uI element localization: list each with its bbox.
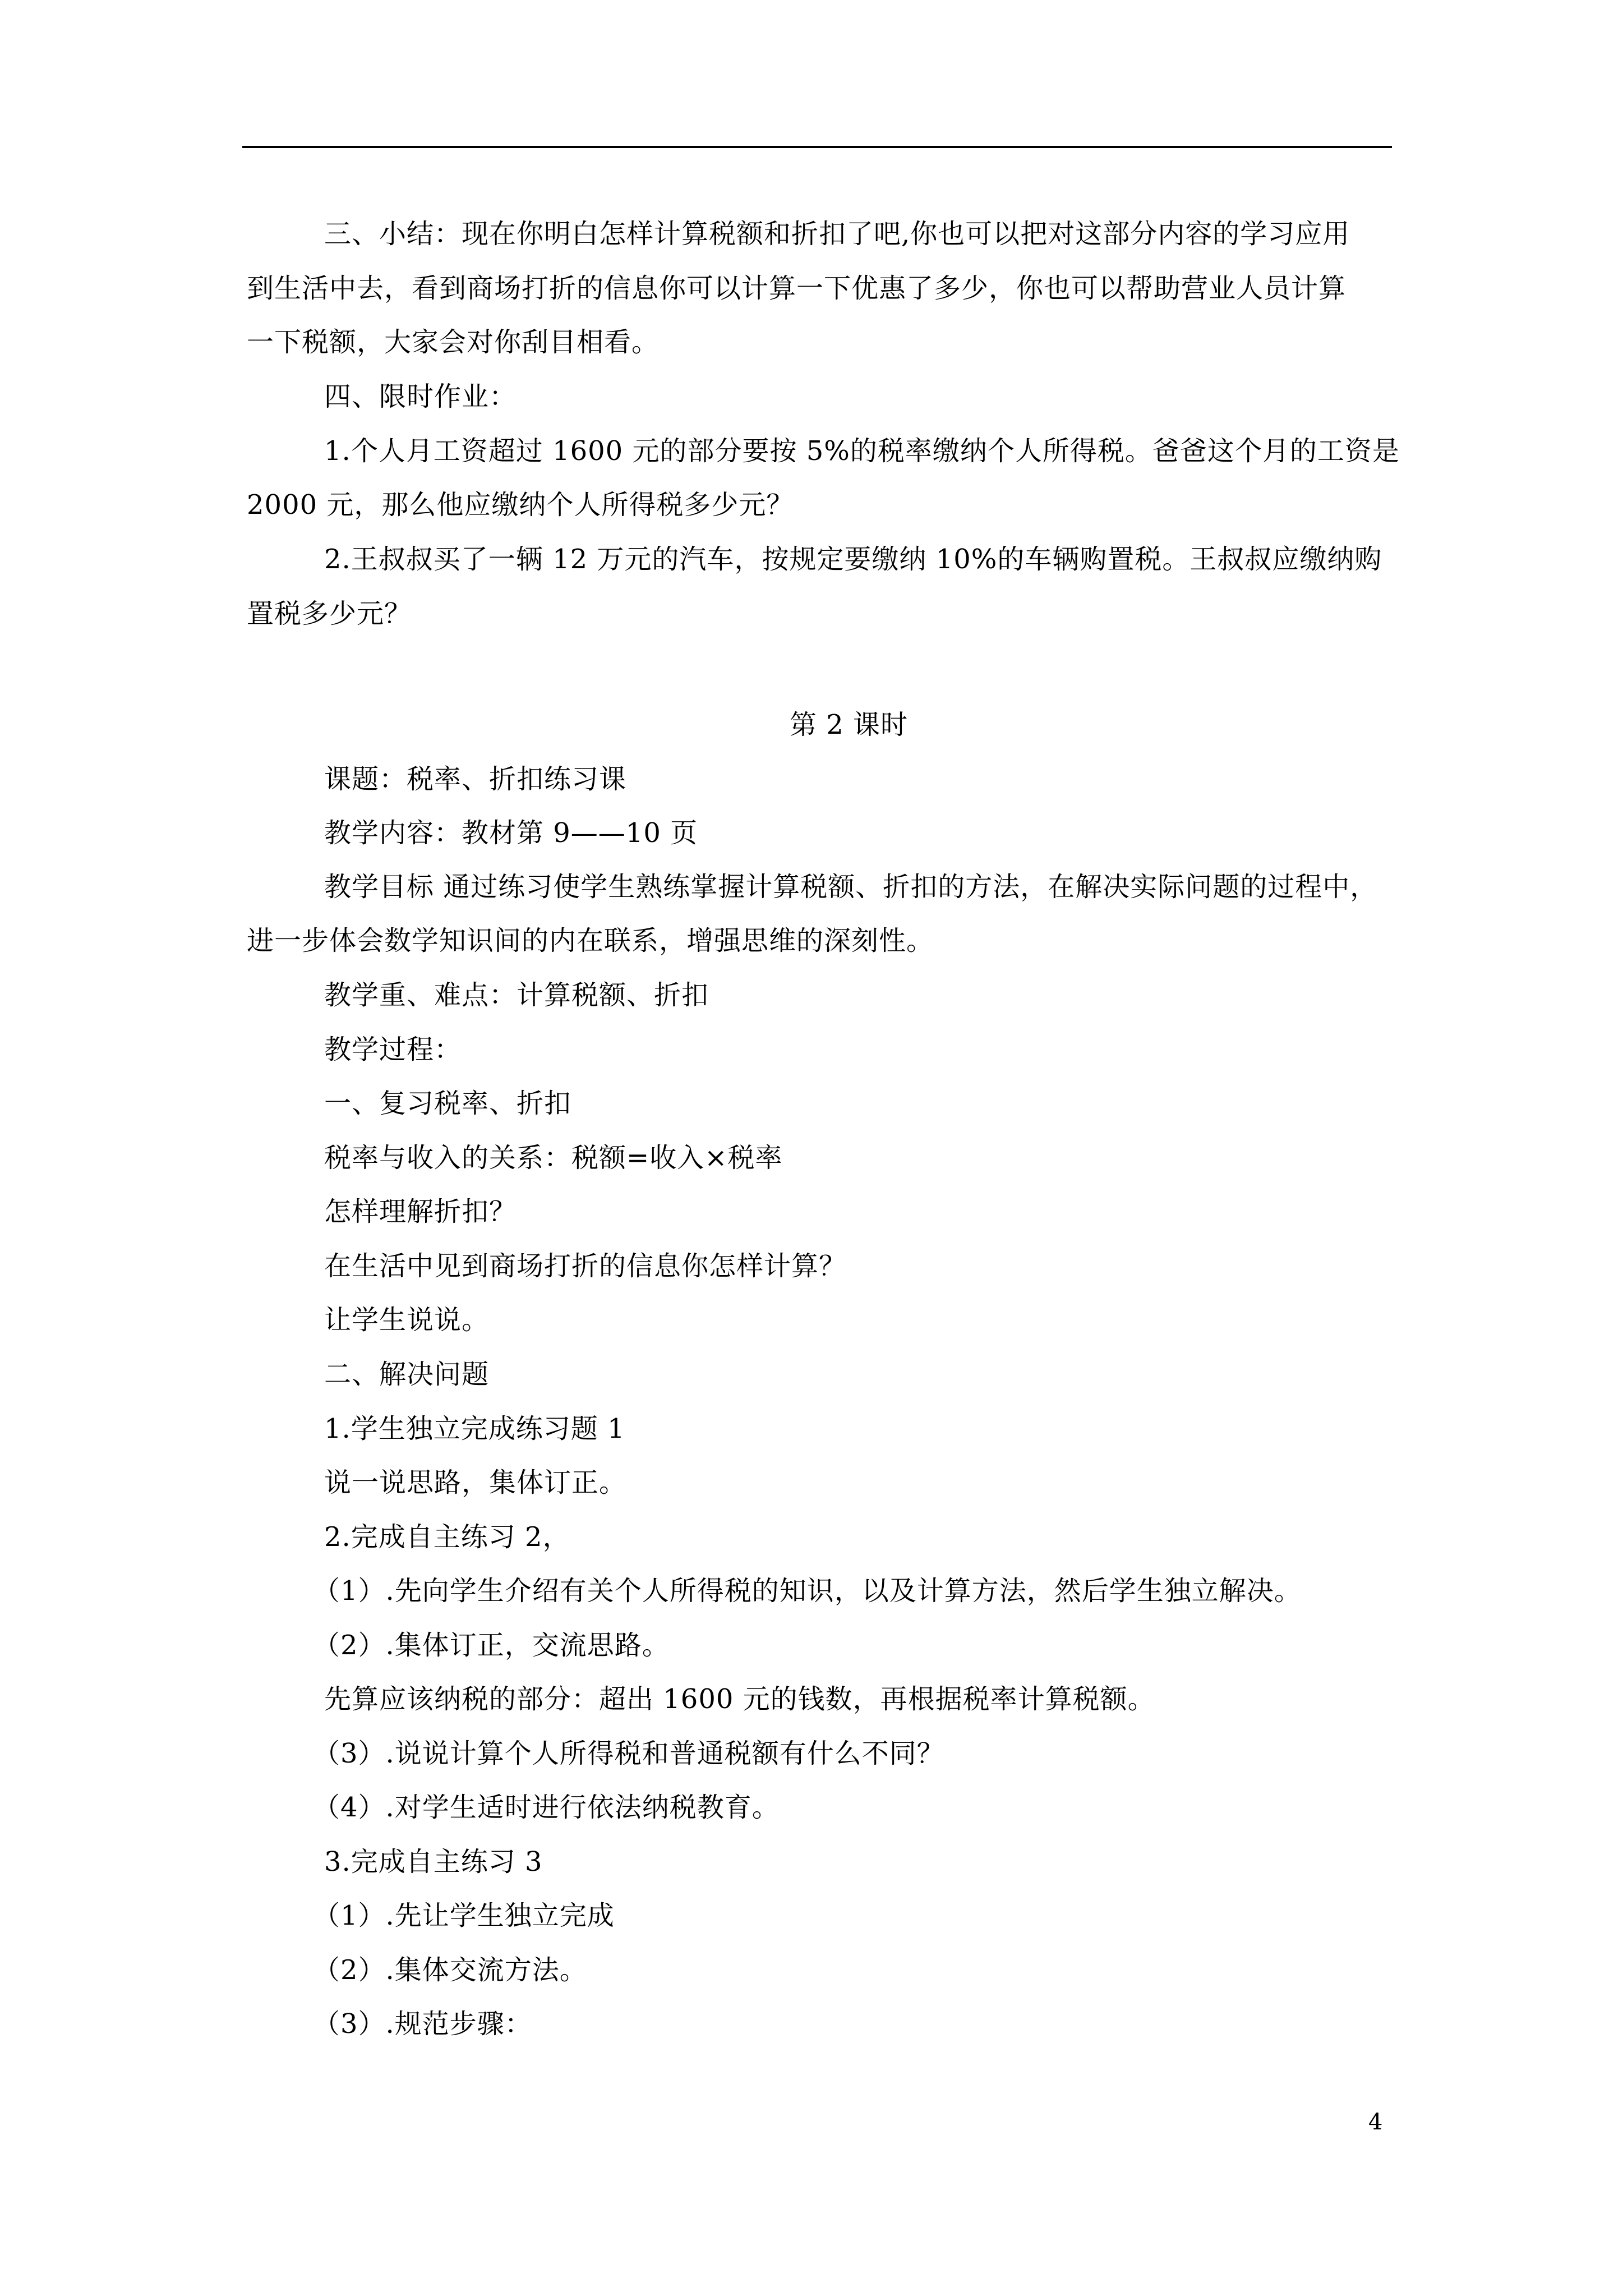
review-question-3: 让学生说说。 [324,1304,490,1336]
lesson-topic: 课题：税率、折扣练习课 [324,763,627,795]
exercise-2-step-3: （3）.说说计算个人所得税和普通税额有什么不同？ [313,1738,944,1769]
exercise-3-step-1: （1）.先让学生独立完成 [313,1900,615,1931]
review-question-1: 怎样理解折扣？ [324,1196,517,1227]
page-number: 4 [1368,2109,1383,2135]
exercise-2-step-1: （1）.先向学生介绍有关个人所得税的知识，以及计算方法，然后学生独立解决。 [313,1575,1302,1607]
lesson-key-points: 教学重、难点：计算税额、折扣 [324,979,709,1011]
homework-q1-line-1: 1.个人月工资超过 1600 元的部分要按 5%的税率缴纳个人所得税。爸爸这个月的工资是 [324,435,1400,467]
exercise-2-step-2: （2）.集体订正，交流思路。 [313,1630,670,1661]
review-formula: 税率与收入的关系：税额=收入×税率 [324,1142,783,1174]
header-rule [242,146,1392,148]
lesson-title: 第 2 课时 [790,709,909,740]
homework-heading: 四、限时作业： [324,381,517,412]
lesson-process: 教学过程： [324,1034,462,1065]
homework-q2-line-1: 2.王叔叔买了一辆 12 万元的汽车，按规定要缴纳 10%的车辆购置税。王叔叔应缴纳购 [324,544,1382,575]
exercise-3-step-2: （2）.集体交流方法。 [313,1954,587,1986]
exercise-1-note: 说一说思路，集体订正。 [324,1467,627,1498]
exercise-2: 2.完成自主练习 2， [324,1521,570,1553]
lesson-goal-line-1: 教学目标 通过练习使学生熟练掌握计算税额、折扣的方法，在解决实际问题的过程中， [324,871,1378,903]
summary-line-1: 三、小结：现在你明白怎样计算税额和折扣了吧,你也可以把对这部分内容的学习应用 [324,218,1350,250]
review-heading: 一、复习税率、折扣 [324,1088,572,1119]
exercise-2-step-4: （4）.对学生适时进行依法纳税教育。 [313,1792,780,1823]
exercise-1: 1.学生独立完成练习题 1 [324,1413,625,1444]
exercise-3: 3.完成自主练习 3 [324,1846,543,1878]
exercise-3-step-3: （3）.规范步骤： [313,2008,532,2040]
homework-q1-line-2: 2000 元，那么他应缴纳个人所得税多少元？ [247,489,794,521]
lesson-content: 教学内容：教材第 9——10 页 [324,817,698,849]
homework-q2-line-2: 置税多少元？ [247,598,412,629]
lesson-goal-line-2: 进一步体会数学知识间的内在联系，增强思维的深刻性。 [247,925,934,956]
solve-heading: 二、解决问题 [324,1359,490,1390]
summary-line-2: 到生活中去，看到商场打折的信息你可以计算一下优惠了多少，你也可以帮助营业人员计算 [247,273,1347,304]
review-question-2: 在生活中见到商场打折的信息你怎样计算？ [324,1250,847,1282]
exercise-2-note: 先算应该纳税的部分：超出 1600 元的钱数，再根据税率计算税额。 [324,1683,1155,1715]
summary-line-3: 一下税额，大家会对你刮目相看。 [247,326,660,358]
